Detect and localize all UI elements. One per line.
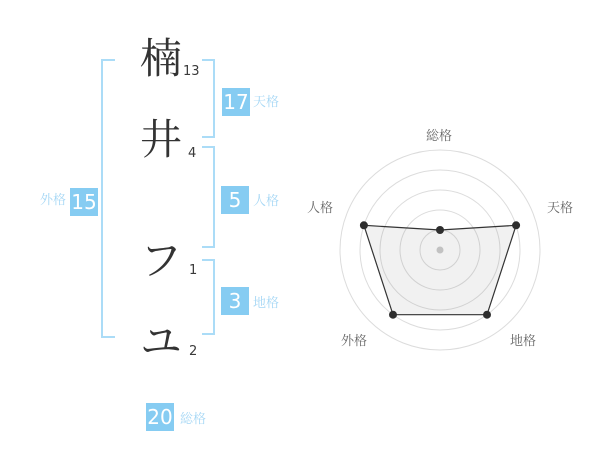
radar-axis-label: 地格 [509, 334, 537, 349]
stroke-count-3: 1 [189, 263, 198, 278]
radar-axis-label: 天格 [546, 201, 574, 216]
chikaku-label: 地格 [253, 296, 280, 311]
radar-chart [298, 118, 582, 362]
stroke-count-4: 2 [189, 344, 198, 359]
sotokaku-badge: 15 [71, 190, 97, 214]
name-character-3: フ [139, 236, 182, 285]
radar-data-point [436, 226, 444, 234]
tenkaku-label: 天格 [253, 95, 280, 110]
jinkaku-label: 人格 [253, 194, 280, 209]
name-character-1: 楠 [139, 34, 182, 83]
bracket-chikaku [202, 259, 215, 335]
radar-center-dot [437, 247, 444, 254]
bracket-jinkaku [202, 146, 215, 248]
tenkaku-badge: 17 [223, 90, 249, 114]
name-character-2: 井 [139, 115, 182, 164]
soukaku-badge: 20 [147, 405, 173, 429]
radar-data-point [512, 221, 520, 229]
stroke-count-1: 13 [183, 64, 200, 79]
radar-axis-label: 総格 [425, 129, 453, 144]
sotokaku-label: 外格 [40, 193, 67, 208]
stroke-count-2: 4 [188, 146, 197, 161]
bracket-tenkaku [202, 59, 215, 138]
radar-chart-svg [298, 118, 582, 362]
radar-data-point [360, 221, 368, 229]
soukaku-label: 総格 [180, 412, 207, 427]
chikaku-badge: 3 [221, 287, 249, 315]
jinkaku-badge: 5 [221, 186, 249, 214]
radar-axis-label: 外格 [340, 334, 368, 349]
radar-data-point [483, 311, 491, 319]
radar-polygon [364, 225, 516, 314]
name-character-4: ユ [139, 317, 182, 366]
bracket-sotokaku [101, 59, 115, 338]
radar-axis-label: 人格 [306, 201, 334, 216]
radar-data-point [389, 311, 397, 319]
